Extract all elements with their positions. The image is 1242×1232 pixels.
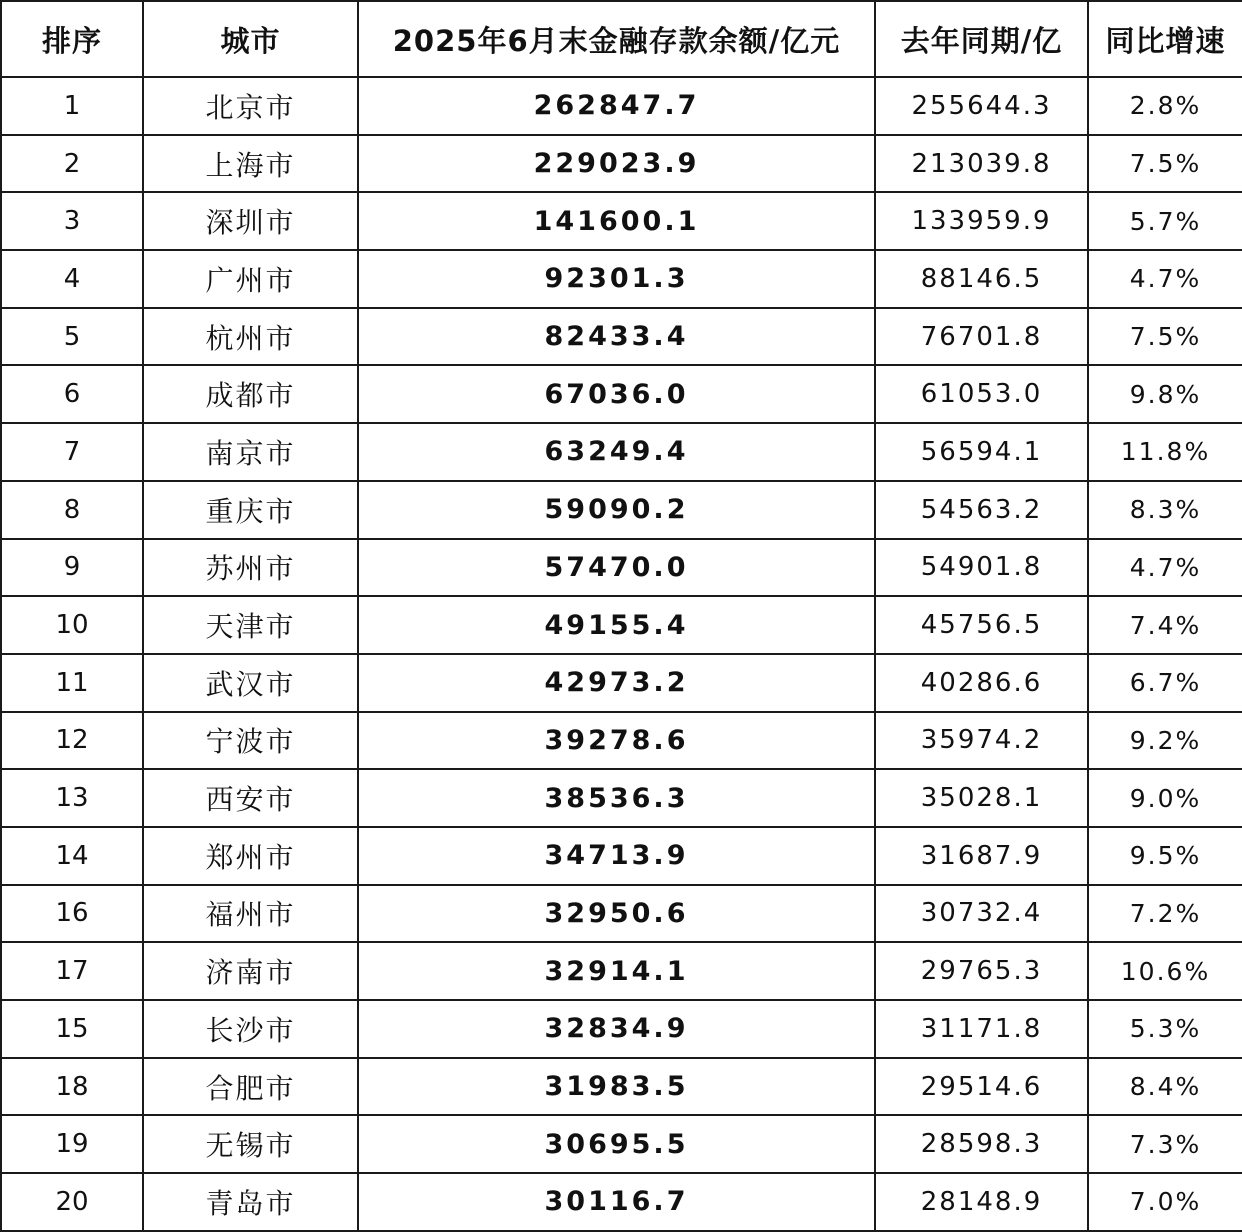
last-year-value-cell: 61053.0: [875, 365, 1088, 423]
deposit-value-cell: 92301.3: [358, 250, 875, 308]
table-row: [1, 712, 1242, 770]
rank-cell: 16: [1, 885, 143, 943]
rank-cell: 18: [1, 1058, 143, 1116]
growth-rate-cell: 9.2%: [1088, 712, 1242, 770]
table-row: [1, 1000, 1242, 1058]
city-cell: 上海市: [143, 135, 358, 193]
growth-rate-cell: 10.6%: [1088, 942, 1242, 1000]
rank-cell: 19: [1, 1115, 143, 1173]
growth-rate-cell: 9.5%: [1088, 827, 1242, 885]
rank-cell: 15: [1, 1000, 143, 1058]
growth-rate-cell: 9.8%: [1088, 365, 1242, 423]
rank-cell: 17: [1, 942, 143, 1000]
city-cell: 重庆市: [143, 481, 358, 539]
growth-rate-cell: 9.0%: [1088, 769, 1242, 827]
deposit-value-cell: 32950.6: [358, 885, 875, 943]
city-cell: 成都市: [143, 365, 358, 423]
deposit-value-cell: 49155.4: [358, 596, 875, 654]
growth-rate-cell: 7.5%: [1088, 135, 1242, 193]
city-cell: 北京市: [143, 77, 358, 135]
city-cell: 深圳市: [143, 192, 358, 250]
table-row: [1, 827, 1242, 885]
deposit-value-cell: 31983.5: [358, 1058, 875, 1116]
last-year-value-cell: 133959.9: [875, 192, 1088, 250]
last-year-value-cell: 40286.6: [875, 654, 1088, 712]
rank-cell: 9: [1, 539, 143, 597]
rank-cell: 13: [1, 769, 143, 827]
city-cell: 无锡市: [143, 1115, 358, 1173]
table-row: [1, 769, 1242, 827]
deposit-value-cell: 57470.0: [358, 539, 875, 597]
last-year-value-cell: 29765.3: [875, 942, 1088, 1000]
table-row: [1, 365, 1242, 423]
rank-cell: 12: [1, 712, 143, 770]
header-last-year: 去年同期/亿: [875, 1, 1088, 77]
table-row: [1, 192, 1242, 250]
growth-rate-cell: 7.3%: [1088, 1115, 1242, 1173]
table-body: [1, 77, 1242, 1231]
city-cell: 郑州市: [143, 827, 358, 885]
rank-cell: 8: [1, 481, 143, 539]
city-cell: 武汉市: [143, 654, 358, 712]
last-year-value-cell: 255644.3: [875, 77, 1088, 135]
city-cell: 济南市: [143, 942, 358, 1000]
rank-cell: 6: [1, 365, 143, 423]
last-year-value-cell: 35028.1: [875, 769, 1088, 827]
deposit-value-cell: 82433.4: [358, 308, 875, 366]
deposit-value-cell: 229023.9: [358, 135, 875, 193]
rank-cell: 11: [1, 654, 143, 712]
growth-rate-cell: 4.7%: [1088, 539, 1242, 597]
last-year-value-cell: 29514.6: [875, 1058, 1088, 1116]
city-cell: 杭州市: [143, 308, 358, 366]
rank-cell: 14: [1, 827, 143, 885]
deposit-value-cell: 42973.2: [358, 654, 875, 712]
table-row: [1, 77, 1242, 135]
deposit-value-cell: 141600.1: [358, 192, 875, 250]
deposit-value-cell: 32914.1: [358, 942, 875, 1000]
header-city: 城市: [143, 1, 358, 77]
city-cell: 苏州市: [143, 539, 358, 597]
growth-rate-cell: 7.5%: [1088, 308, 1242, 366]
last-year-value-cell: 76701.8: [875, 308, 1088, 366]
city-cell: 合肥市: [143, 1058, 358, 1116]
rank-cell: 10: [1, 596, 143, 654]
deposit-value-cell: 67036.0: [358, 365, 875, 423]
rank-cell: 4: [1, 250, 143, 308]
growth-rate-cell: 11.8%: [1088, 423, 1242, 481]
table-row: [1, 596, 1242, 654]
growth-rate-cell: 8.4%: [1088, 1058, 1242, 1116]
growth-rate-cell: 6.7%: [1088, 654, 1242, 712]
rank-cell: 1: [1, 77, 143, 135]
table-row: [1, 481, 1242, 539]
table-row: [1, 308, 1242, 366]
deposit-value-cell: 39278.6: [358, 712, 875, 770]
last-year-value-cell: 30732.4: [875, 885, 1088, 943]
last-year-value-cell: 213039.8: [875, 135, 1088, 193]
rank-cell: 20: [1, 1173, 143, 1231]
header-rank: 排序: [1, 1, 143, 77]
table-row: [1, 423, 1242, 481]
last-year-value-cell: 31687.9: [875, 827, 1088, 885]
city-cell: 长沙市: [143, 1000, 358, 1058]
deposit-value-cell: 30116.7: [358, 1173, 875, 1231]
last-year-value-cell: 28598.3: [875, 1115, 1088, 1173]
deposit-value-cell: 63249.4: [358, 423, 875, 481]
city-cell: 天津市: [143, 596, 358, 654]
deposit-value-cell: 59090.2: [358, 481, 875, 539]
table-row: [1, 885, 1242, 943]
rank-cell: 3: [1, 192, 143, 250]
growth-rate-cell: 7.0%: [1088, 1173, 1242, 1231]
table-row: [1, 1058, 1242, 1116]
city-cell: 广州市: [143, 250, 358, 308]
last-year-value-cell: 28148.9: [875, 1173, 1088, 1231]
last-year-value-cell: 54901.8: [875, 539, 1088, 597]
last-year-value-cell: 54563.2: [875, 481, 1088, 539]
city-cell: 西安市: [143, 769, 358, 827]
last-year-value-cell: 31171.8: [875, 1000, 1088, 1058]
city-cell: 福州市: [143, 885, 358, 943]
deposit-value-cell: 30695.5: [358, 1115, 875, 1173]
table-row: [1, 1173, 1242, 1231]
growth-rate-cell: 7.4%: [1088, 596, 1242, 654]
table-row: [1, 135, 1242, 193]
last-year-value-cell: 35974.2: [875, 712, 1088, 770]
deposit-value-cell: 34713.9: [358, 827, 875, 885]
growth-rate-cell: 5.3%: [1088, 1000, 1242, 1058]
table-row: [1, 539, 1242, 597]
header-growth: 同比增速: [1088, 1, 1242, 77]
table-header-row: [1, 1, 1242, 77]
city-cell: 宁波市: [143, 712, 358, 770]
city-cell: 南京市: [143, 423, 358, 481]
rank-cell: 2: [1, 135, 143, 193]
deposit-value-cell: 262847.7: [358, 77, 875, 135]
table-row: [1, 1115, 1242, 1173]
growth-rate-cell: 5.7%: [1088, 192, 1242, 250]
last-year-value-cell: 88146.5: [875, 250, 1088, 308]
table-row: [1, 942, 1242, 1000]
header-deposit: 2025年6月末金融存款余额/亿元: [358, 1, 875, 77]
city-cell: 青岛市: [143, 1173, 358, 1231]
rank-cell: 5: [1, 308, 143, 366]
table-row: [1, 654, 1242, 712]
rank-cell: 7: [1, 423, 143, 481]
growth-rate-cell: 2.8%: [1088, 77, 1242, 135]
growth-rate-cell: 4.7%: [1088, 250, 1242, 308]
table-row: [1, 250, 1242, 308]
deposit-value-cell: 32834.9: [358, 1000, 875, 1058]
last-year-value-cell: 45756.5: [875, 596, 1088, 654]
deposit-value-cell: 38536.3: [358, 769, 875, 827]
last-year-value-cell: 56594.1: [875, 423, 1088, 481]
growth-rate-cell: 8.3%: [1088, 481, 1242, 539]
growth-rate-cell: 7.2%: [1088, 885, 1242, 943]
